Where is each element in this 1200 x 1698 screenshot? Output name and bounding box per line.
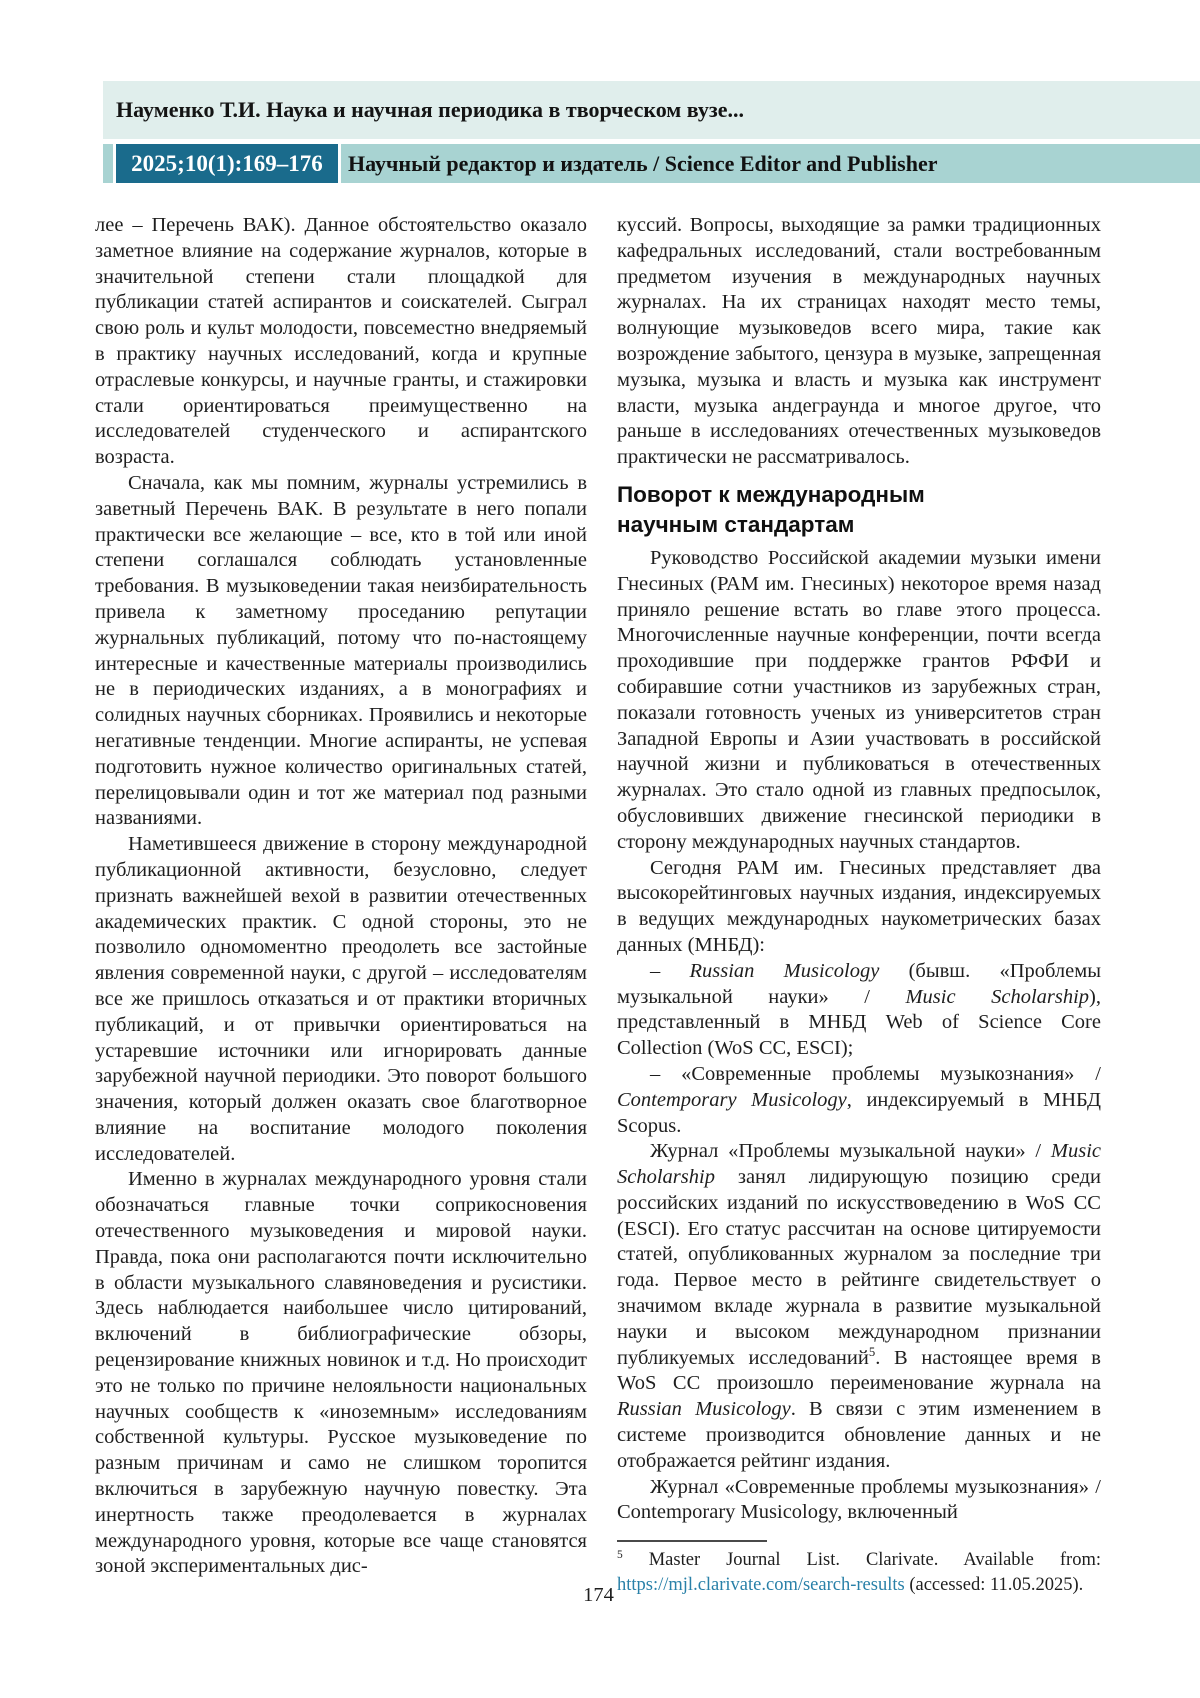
page-number: 174 [583,1584,614,1606]
paragraph [617,1139,1101,1474]
text-run: Журнал «Современные проблемы музыкознания» / Contemporary Musicology, включенный [617,1475,1101,1524]
paragraph [617,959,1101,1062]
citation-text: 2025;10(1):169–176 [131,150,323,176]
text-run: Russian Musicology [689,959,880,982]
text-run: (accessed: 11.05.2025). [904,1574,1084,1595]
left-column [95,213,587,1580]
paragraph [617,213,1101,471]
journal-title: Научный редактор и издатель / Science Editor and Publisher [348,150,938,176]
running-title: Науменко Т.И. Наука и научная периодика в творческом вузе... [116,97,745,122]
text-run: Contemporary Musicology [617,1088,847,1111]
text-run: ), представленный в МНБД Web of Science Core Collection (WoS CC, ESCI); [617,985,1101,1060]
paragraph [617,546,1101,856]
right-column [617,213,1101,1597]
text-run: лее – Перечень ВАК). Данное обстоятельство оказало заметное влияние на содержание журналов, которые в значительной степени стали площадкой для публикации статей аспирантов и соискателей. Сыграл свою роль и культ молодости, повсеместно внедряемый в практику научных исследований, когда и крупные отраслевые конкурсы, и научные гранты, и стажировки стали ориентироваться преимущественно на исследователей студенческого и аспирантского возраста. [95,214,587,469]
paragraph [95,832,587,1167]
text-run: Master Journal List. Clarivate. Available from: [622,1550,1101,1571]
text-run: Именно в журналах международного уровня стали обозначаться главные точки соприкосновения отечественного музыковедения и мировой науки. Правда, пока они располагаются почти исключительно в области музыкального славяноведения и русистики. Здесь наблюдается наибольшее число цитирований, включений в библиографические обзоры, рецензирование книжных новинок и т.д. Но происходит это не только по причине нелояльности национальных научных сообществ к «иноземным» исследованиям собственной культуры. Русское музыковедение по разным причинам и само не слишком торопится включиться в зарубежную научную повестку. Эта инертность также преодолевается в журналах международного уровня, которые все чаще становятся зоной экспериментальных дис- [95,1168,587,1578]
superscript-marker: 5 [868,1344,876,1359]
paragraph [617,856,1101,959]
text-run: Сначала, как мы помним, журналы устремились в заветный Перечень ВАК. В результате в него попали практически все желающие – все, кто в той или иной степени соглашался соблюдать установленные требования. В музыковедении такая неизбирательность привела к заметному проседанию репутации журнальных публикаций, потому что по-настоящему интересные и качественные материалы производились не в периодических изданиях, а в монографиях и солидных научных сборниках. Проявились и некоторые негативные тенденции. Многие аспиранты, не успевая подготовить нужное количество оригинальных статей, перелицовывали один и тот же материал под разными названиями. [95,471,587,830]
text-run: . В связи с этим изменением в системе производится обновление данных и не отображается рейтинг издания. [617,1398,1101,1472]
text-run: . В настоящее время в WoS CC произошло переименование журнала на [617,1346,1101,1395]
section-heading-line: научным стандартам [617,511,855,537]
text-run: занял лидирующую позицию среди российских изданий по искусствоведению в WoS CC (ESCI). Его статус рассчитан на основе цитируемости статей, опубликованных журналом за последние три года. Первое место в рейтинге свидетельствует о значимом вкладе журнала в развитие музыкальной науки и высоком международном признании публикуемых исследований [617,1166,1101,1369]
text-run: куссий. Вопросы, выходящие за рамки традиционных кафедральных исследований, стали востребованным предметом изучения в международных научных журналах. На их страницах находят место темы, волнующие музыковедов всего мира, такие как возрождение забытого, цензура в музыке, запрещенная музыка, музыка и власть и музыка как инструмент власти, музыка андеграунда и многое другое, что раньше в исследованиях отечественных музыковедов практически не рассматривалось. [617,214,1101,469]
text-run: Руководство Российской академии музыки имени Гнесиных (РАМ им. Гнесиных) некоторое время назад приняло решение встать во главе этого процесса. Многочисленные научные конференции, почти всегда проходившие при поддержке грантов РФФИ и собиравшие сотни участников из зарубежных стран, показали готовность ученых из университетов стран Западной Европы и Азии участвовать в российской научной жизни и публиковаться в отечественных журналах. Это стало одной из главных предпосылок, обусловивших движение гнесинской периодики в сторону международных научных стандартов. [617,546,1101,853]
footnote-link[interactable]: https://mjl.clarivate.com/search-results [617,1574,905,1595]
paragraph [95,471,587,832]
journal-band [103,144,1200,183]
text-run: Music Scholarship [905,985,1090,1008]
text-run: Music Scholarship [617,1140,1101,1189]
text-run: Russian Musicology [617,1398,791,1421]
paragraph [95,213,587,471]
text-run: (бывш. «Проблемы музыкальной науки» / [617,959,1101,1008]
text-run: , индексируемый в МНБД Scopus. [617,1088,1101,1137]
paragraph [95,1167,587,1580]
text-run: – «Современные проблемы музыкознания» / [650,1062,1101,1085]
text-run: Наметившееся движение в сторону международной публикационной активности, безусловно, следует признать важнейшей вехой в развитии отечественных академических практик. С одной стороны, это не позволило одномоментно преодолеть все застойные явления современной науки, с другой – исследователям все же пришлось отказаться и от практики вторичных публикаций, и от привычки ориентироваться на устаревшие источники или игнорировать данные зарубежной научной периодики. Это поворот большого значения, который должен оказать свое благотворное влияние на воспитание молодого поколения исследователей. [95,833,587,1165]
section-heading-line: Поворот к международным [617,481,925,507]
superscript-marker: 5 [617,1549,623,1562]
paragraph [617,1475,1101,1527]
running-title-band [103,81,1200,139]
text-run: – [650,959,690,982]
section-heading [617,480,1101,540]
citation-box [113,144,341,183]
paragraph [617,1062,1101,1139]
text-run: Журнал «Проблемы музыкальной науки» / [650,1140,1051,1163]
text-run: Сегодня РАМ им. Гнесиных представляет два высокорейтинговых научных издания, индексируемых в ведущих международных наукометрических базах данных (МНБД): [617,856,1101,956]
footnote-divider [617,1540,767,1542]
